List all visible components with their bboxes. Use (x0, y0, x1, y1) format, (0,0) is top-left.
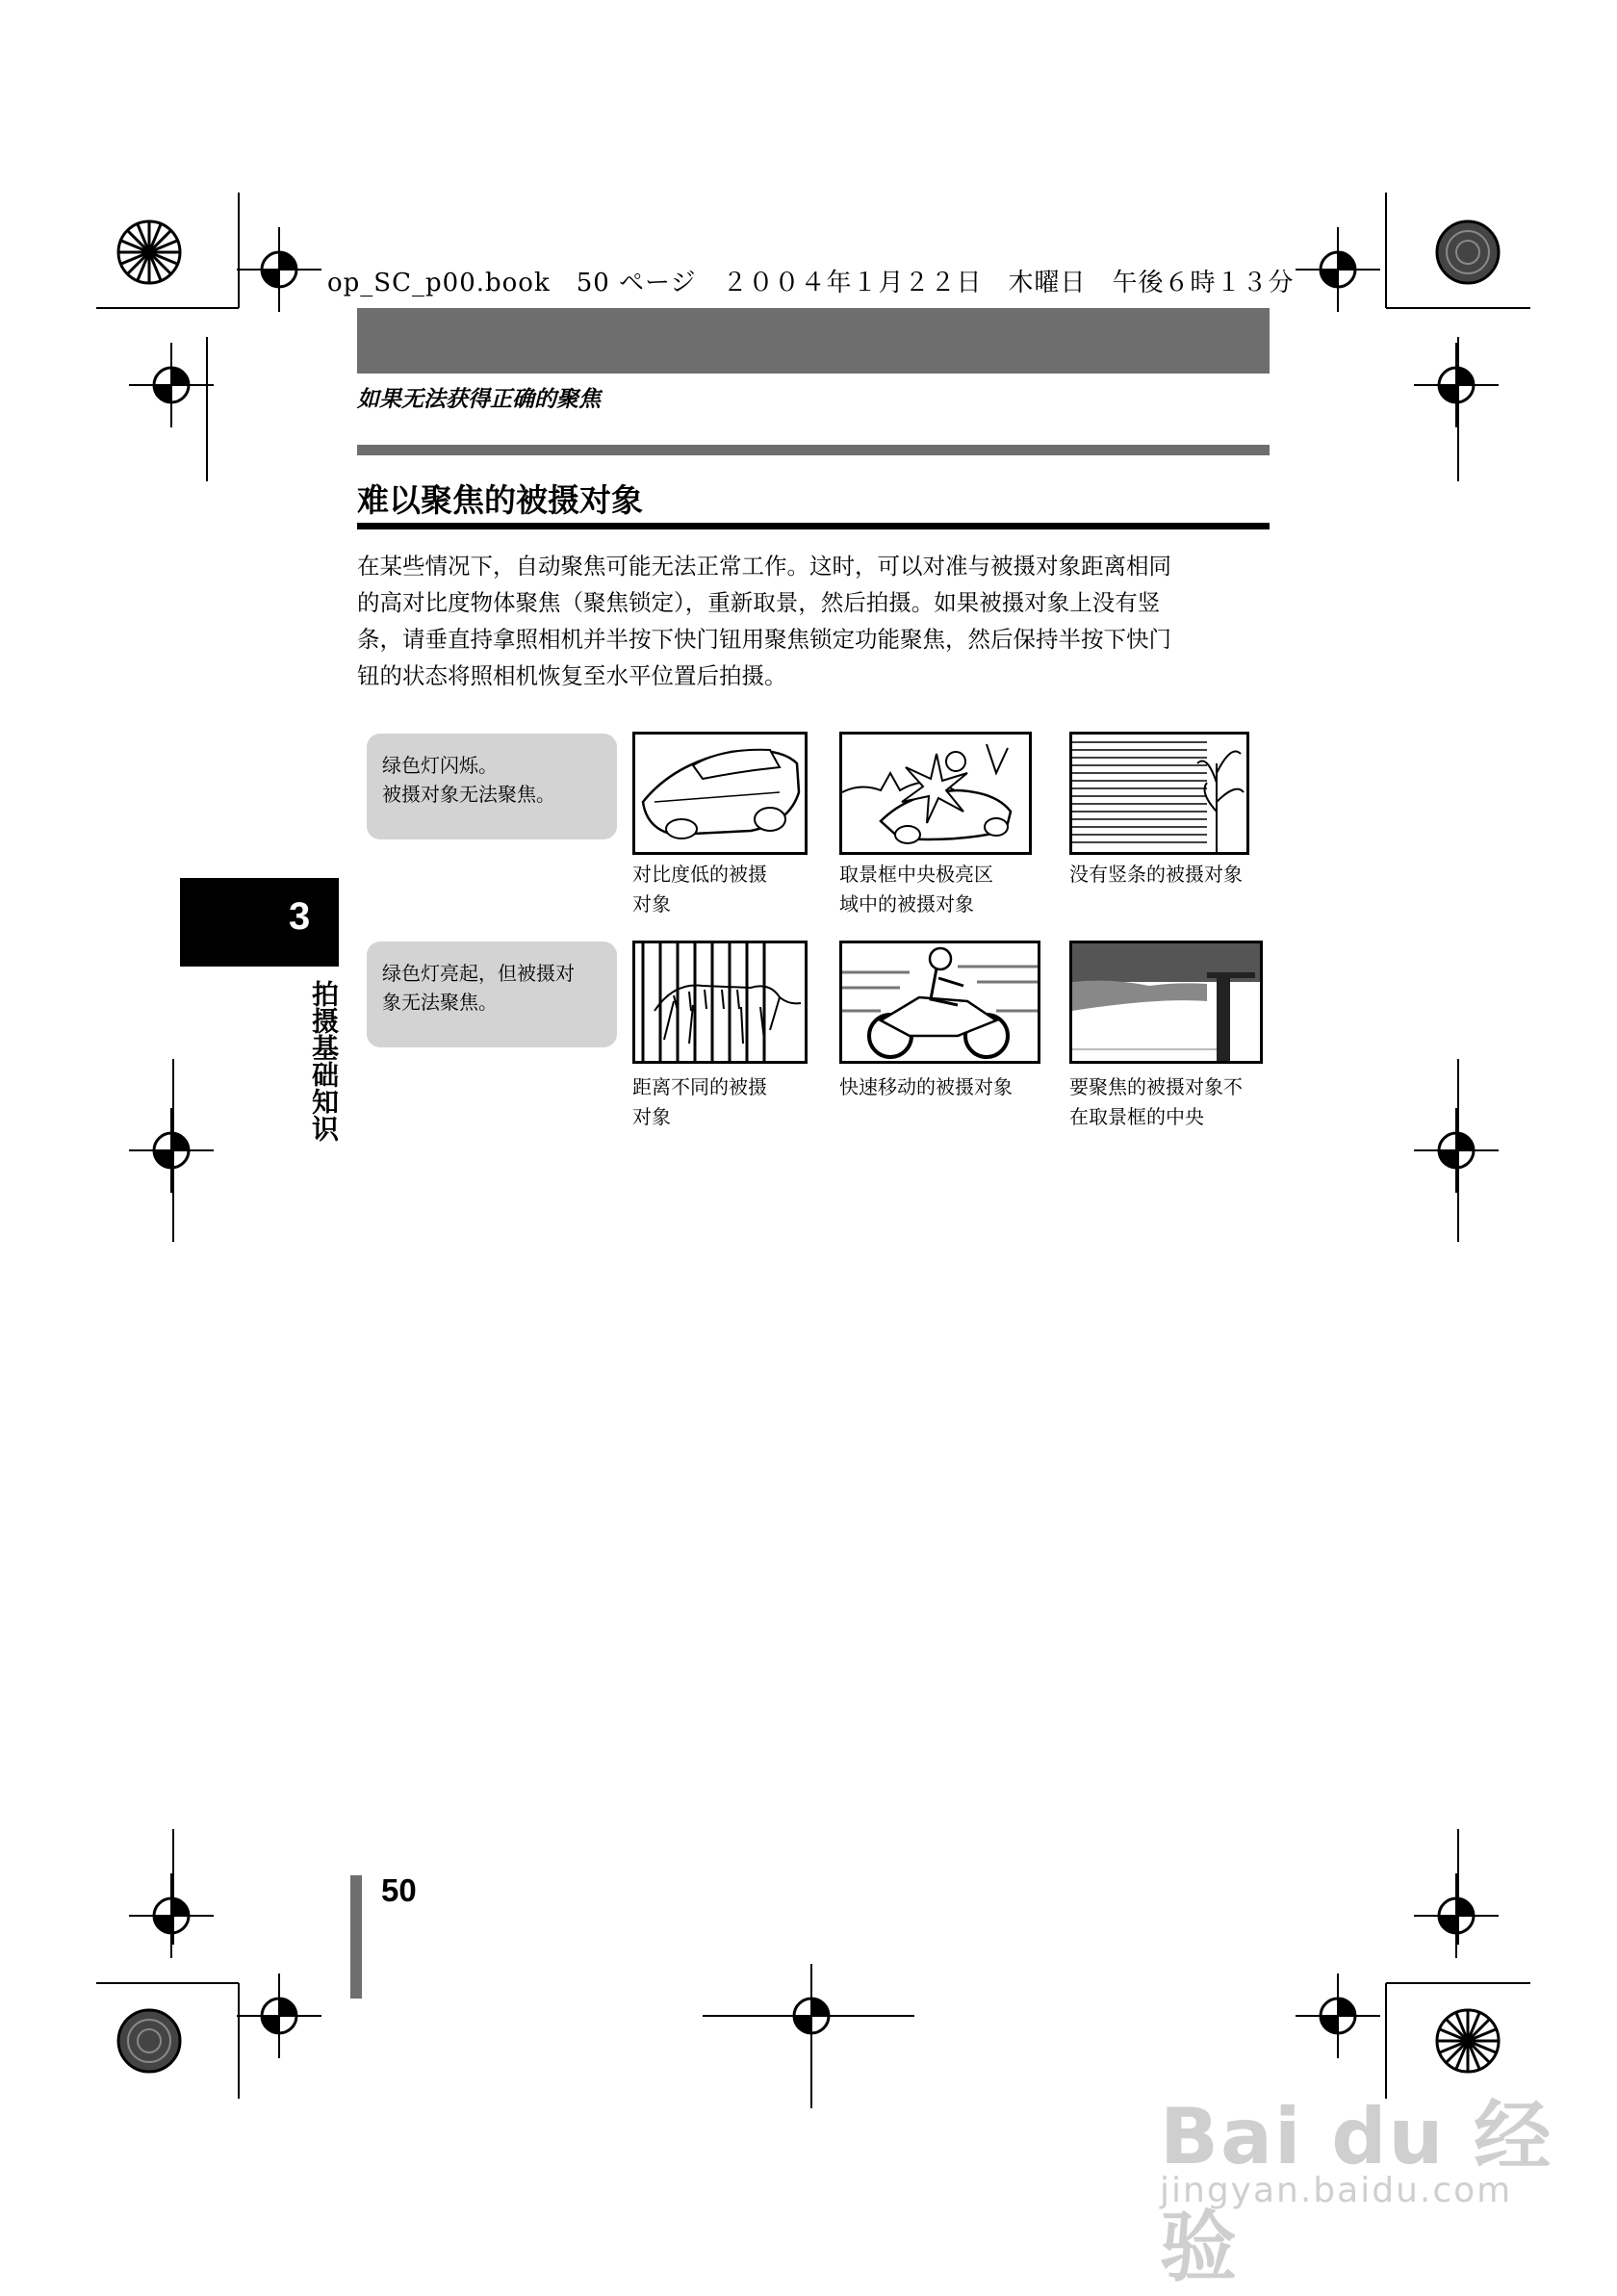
title-underline (357, 523, 1270, 529)
chapter-tab (180, 878, 339, 967)
watermark-url: jingyan.baidu.com (1160, 2171, 1513, 2210)
section-title: 难以聚焦的被摄对象 (357, 481, 643, 519)
callout-line: 绿色灯闪烁。 (382, 754, 498, 777)
sunburst-target-icon (1437, 221, 1499, 283)
caption-bright-center (839, 860, 993, 919)
caption-line: 要聚焦的被摄对象不 (1069, 1075, 1243, 1098)
crosshair-target-icon (1414, 1873, 1499, 1958)
crosshair-target-icon (129, 343, 214, 427)
offcenter-subject-illustration (1069, 941, 1263, 1064)
crosshair-target-icon (129, 1873, 214, 1958)
crosshair-target-icon (769, 1974, 854, 2058)
chapter-label: 拍摄基础知识 (308, 980, 340, 1142)
watermark-logo: Bai du 经验 (1160, 2092, 1553, 2292)
callout-line: 被摄对象无法聚焦。 (382, 783, 555, 806)
crosshair-target-icon (237, 227, 321, 312)
caption-fast-moving (839, 1072, 1013, 1102)
callout-line: 象无法聚焦。 (382, 991, 498, 1014)
car-illustration (632, 732, 808, 855)
callout-green-lit (367, 942, 617, 1047)
caption-line: 对象 (632, 1105, 671, 1128)
header-band (357, 308, 1270, 374)
sunburst-target-icon (118, 221, 180, 283)
caption-offcenter (1069, 1072, 1243, 1132)
caption-line: 对象 (632, 892, 671, 916)
chapter-number: 3 (289, 895, 311, 938)
crosshair-target-icon (237, 1974, 321, 2058)
print-header: op_SC_p00.book 50 ページ ２００４年１月２２日 木曜日 午後６時１３分 (327, 269, 1295, 297)
crosshair-target-icon (1414, 343, 1499, 427)
bright-center-car-illustration (839, 732, 1032, 855)
caged-tiger-illustration (632, 941, 808, 1064)
crosshair-target-icon (1414, 1108, 1499, 1193)
page-number-bar (350, 1875, 362, 1999)
caption-line: 在取景框的中央 (1069, 1105, 1204, 1128)
caption-no-vertical-lines (1069, 860, 1243, 890)
horizontal-stripes-illustration (1069, 732, 1249, 855)
body-line: 钮的状态将照相机恢复至水平位置后拍摄。 (357, 662, 787, 689)
caption-line: 对比度低的被摄 (632, 863, 767, 886)
body-line: 条，请垂直持拿照相机并半按下快门钮用聚焦锁定功能聚焦，然后保持半按下快门 (357, 626, 1171, 653)
callout-green-blinking (367, 734, 617, 839)
callout-line: 绿色灯亮起，但被摄对 (382, 962, 575, 985)
crosshair-target-icon (129, 1108, 214, 1193)
motorcycle-illustration (839, 941, 1040, 1064)
body-line: 在某些情况下，自动聚焦可能无法正常工作。这时，可以对准与被摄对象距离相同 (357, 553, 1171, 580)
body-paragraph (357, 548, 1271, 694)
running-title: 如果无法获得正确的聚焦 (357, 387, 601, 412)
sunburst-target-icon (118, 2010, 180, 2072)
caption-line: 距离不同的被摄 (632, 1075, 767, 1098)
sunburst-target-icon (1437, 2010, 1499, 2072)
section-divider (357, 445, 1270, 455)
page-number: 50 (381, 1872, 417, 1908)
body-line: 的高对比度物体聚焦（聚焦锁定），重新取景，然后拍摄。如果被摄对象上没有竖 (357, 589, 1161, 616)
caption-line: 快速移动的被摄对象 (839, 1075, 1013, 1098)
caption-low-contrast (632, 860, 767, 919)
crosshair-target-icon (1296, 1974, 1380, 2058)
caption-line: 没有竖条的被摄对象 (1069, 863, 1243, 886)
caption-different-distances (632, 1072, 767, 1132)
caption-line: 域中的被摄对象 (839, 892, 974, 916)
caption-line: 取景框中央极亮区 (839, 863, 993, 886)
